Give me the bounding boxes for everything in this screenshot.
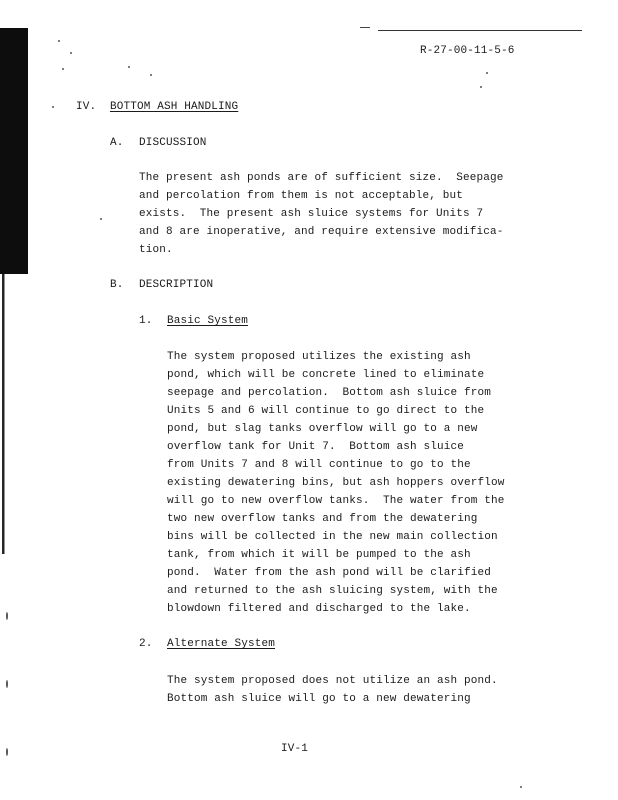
basic-system-line: existing dewatering bins, but ash hoppers overflow bbox=[167, 477, 505, 489]
top-dash-mark bbox=[360, 27, 370, 28]
scan-speck bbox=[70, 52, 72, 54]
section-title: BOTTOM ASH HANDLING bbox=[110, 101, 239, 113]
item-2-number: 2. bbox=[139, 638, 153, 650]
basic-system-line: pond. Water from the ash pond will be clarified bbox=[167, 567, 492, 579]
scan-edge-shadow bbox=[0, 28, 28, 274]
basic-system-line: two new overflow tanks and from the dewatering bbox=[167, 513, 478, 525]
scan-speck bbox=[6, 612, 8, 620]
subsection-a-letter: A. bbox=[110, 137, 124, 149]
scan-speck bbox=[62, 68, 64, 70]
scan-speck bbox=[486, 72, 488, 74]
scan-speck bbox=[150, 74, 152, 76]
basic-system-line: The system proposed utilizes the existing ash bbox=[167, 351, 471, 363]
basic-system-line: will go to new overflow tanks. The water from the bbox=[167, 495, 505, 507]
subsection-a-title: DISCUSSION bbox=[139, 137, 207, 149]
scan-speck bbox=[6, 680, 8, 688]
discussion-line: The present ash ponds are of sufficient size. Seepage bbox=[139, 172, 504, 184]
discussion-line: tion. bbox=[139, 244, 173, 256]
scan-speck bbox=[480, 86, 482, 88]
discussion-line: exists. The present ash sluice systems for Units 7 bbox=[139, 208, 484, 220]
scan-speck bbox=[128, 66, 130, 68]
alternate-system-line: The system proposed does not utilize an ash pond. bbox=[167, 675, 498, 687]
scan-edge-shadow-lower bbox=[2, 274, 26, 554]
subsection-b-letter: B. bbox=[110, 279, 124, 291]
section-number: IV. bbox=[76, 101, 97, 113]
discussion-line: and percolation from them is not acceptable, but bbox=[139, 190, 464, 202]
top-rule bbox=[378, 30, 582, 31]
item-1-title: Basic System bbox=[167, 315, 249, 327]
basic-system-line: pond, but slag tanks overflow will go to a new bbox=[167, 423, 478, 435]
page-number: IV-1 bbox=[281, 743, 309, 755]
basic-system-line: bins will be collected in the new main collection bbox=[167, 531, 498, 543]
basic-system-line: overflow tank for Unit 7. Bottom ash sluice bbox=[167, 441, 465, 453]
subsection-b-title: DESCRIPTION bbox=[139, 279, 214, 291]
basic-system-line: Units 5 and 6 will continue to go direct to the bbox=[167, 405, 485, 417]
document-reference: R-27-00-11-5-6 bbox=[420, 45, 515, 57]
scan-speck bbox=[52, 106, 54, 108]
discussion-line: and 8 are inoperative, and require extensive modifica- bbox=[139, 226, 504, 238]
basic-system-line: seepage and percolation. Bottom ash sluice from bbox=[167, 387, 492, 399]
basic-system-line: from Units 7 and 8 will continue to go to the bbox=[167, 459, 471, 471]
basic-system-line: blowdown filtered and discharged to the lake. bbox=[167, 603, 471, 615]
item-1-number: 1. bbox=[139, 315, 153, 327]
basic-system-line: tank, from which it will be pumped to the ash bbox=[167, 549, 471, 561]
scan-speck bbox=[100, 218, 102, 220]
scan-speck bbox=[520, 786, 522, 788]
scan-speck bbox=[58, 40, 60, 42]
basic-system-line: and returned to the ash sluicing system, with the bbox=[167, 585, 498, 597]
item-2-title: Alternate System bbox=[167, 638, 276, 650]
alternate-system-line: Bottom ash sluice will go to a new dewatering bbox=[167, 693, 471, 705]
scan-speck bbox=[6, 748, 8, 756]
basic-system-line: pond, which will be concrete lined to eliminate bbox=[167, 369, 485, 381]
